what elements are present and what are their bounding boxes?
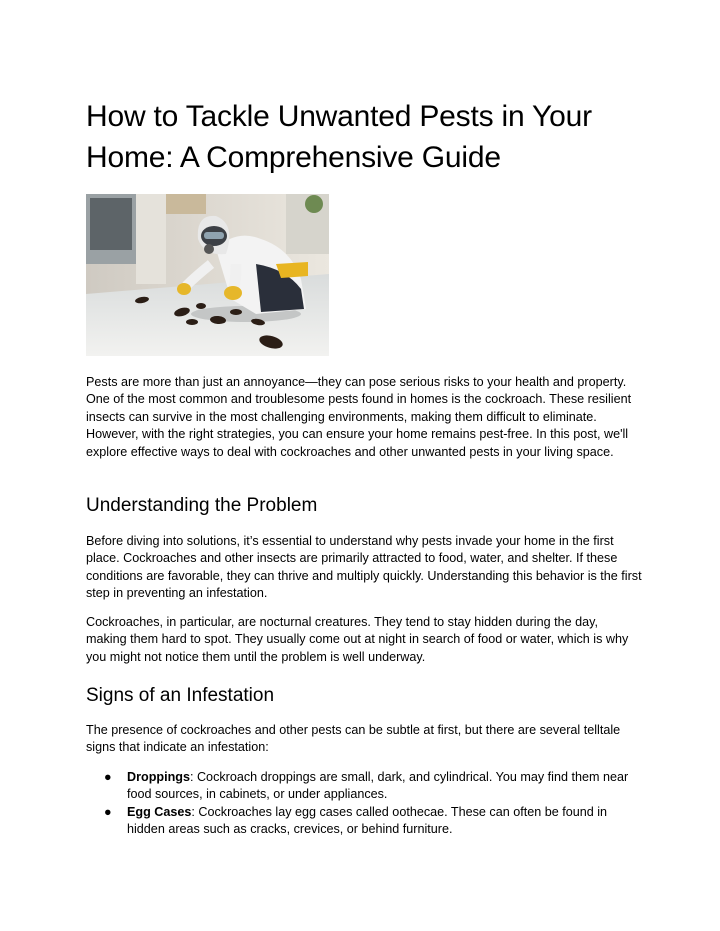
section-heading-signs: Signs of an Infestation bbox=[86, 685, 275, 706]
understanding-paragraph-2: Cockroaches, in particular, are nocturnal creatures. They tend to stay hidden during the day, making them hard to spot. They usually come out at night in search of food or water, which is why you might not notice them until the problem is well underway. bbox=[86, 615, 629, 664]
intro-paragraph: Pests are more than just an annoyance—they can pose serious risks to your health and property. One of the most common and troublesome pests found in homes is the cockroach. These resilient insects can survive in the most challenging environments, making them difficult to eliminate. However, with the right strategies, you can ensure your home remains pest-free. In this post, we'll explore effective ways to deal with cockroaches and other unwanted pests in your living space. bbox=[86, 375, 632, 459]
list-item bbox=[86, 769, 642, 804]
bullet-icon: ● bbox=[104, 804, 112, 819]
understanding-paragraph-1: Before diving into solutions, it’s essential to understand why pests invade your home in the first place. Cockroaches and other insects are primarily attracted to food, water, and shelter. If these conditions are favorable, they can thrive and multiply quickly. Understanding this behavior is the first step in preventing an infestation. bbox=[86, 534, 642, 601]
signs-paragraph: The presence of cockroaches and other pests can be subtle at first, but there are several telltale signs that indicate an infestation: bbox=[86, 723, 621, 755]
list-item-term: Egg Cases bbox=[127, 804, 192, 819]
list-item bbox=[86, 804, 642, 839]
pest-control-illustration bbox=[86, 194, 329, 356]
signs-list bbox=[86, 769, 642, 839]
pest-control-photo bbox=[86, 194, 329, 356]
bullet-icon: ● bbox=[104, 770, 112, 784]
list-item-text: : Cockroach droppings are small, dark, and cylindrical. You may find them near food sources, in cabinets, or under appliances. bbox=[127, 770, 629, 802]
section-heading-understanding: Understanding the Problem bbox=[86, 495, 318, 516]
list-item-term: Droppings bbox=[127, 770, 190, 784]
list-item-text: : Cockroaches lay egg cases called oothecae. These can often be found in hidden areas such as cracks, crevices, or behind furniture. bbox=[127, 804, 608, 837]
page-title: How to Tackle Unwanted Pests in Your Home: A Comprehensive Guide bbox=[86, 100, 592, 174]
